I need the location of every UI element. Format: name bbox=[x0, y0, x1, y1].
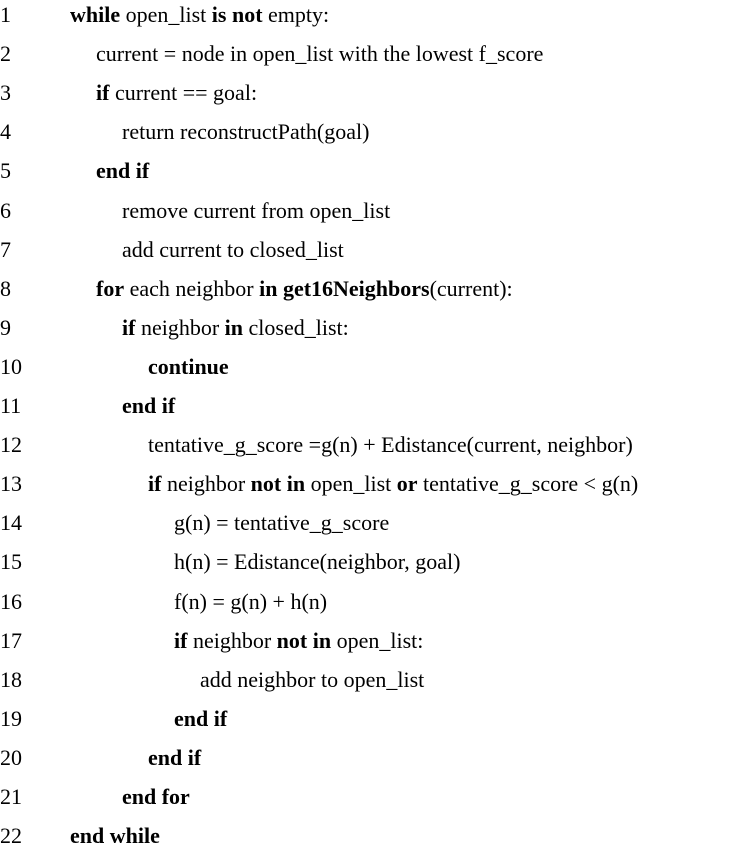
code-line bbox=[0, 430, 732, 469]
code-text: f(n) = g(n) + h(n) bbox=[174, 588, 328, 614]
code-text: closed_list: bbox=[243, 314, 349, 340]
code-line bbox=[0, 508, 732, 547]
code-line bbox=[0, 313, 732, 352]
code-text: tentative_g_score =g(n) + Edistance(current, neighbor) bbox=[148, 432, 633, 458]
line-number: 12 bbox=[0, 432, 22, 458]
line-code bbox=[122, 117, 369, 147]
line-code bbox=[174, 704, 227, 734]
line-number: 5 bbox=[0, 158, 11, 184]
keyword: if bbox=[174, 627, 188, 653]
line-code bbox=[200, 665, 424, 695]
code-line bbox=[0, 274, 732, 313]
code-text: return reconstructPath(goal) bbox=[122, 119, 370, 145]
line-code bbox=[148, 430, 633, 460]
code-text: each neighbor bbox=[124, 275, 260, 301]
code-text: current == goal: bbox=[109, 80, 258, 106]
line-code bbox=[122, 391, 175, 421]
keyword: end for bbox=[122, 784, 190, 809]
line-code bbox=[70, 821, 160, 851]
line-number: 4 bbox=[0, 119, 11, 145]
code-line bbox=[0, 156, 732, 195]
line-number: 18 bbox=[0, 666, 22, 692]
code-text: add current to closed_list bbox=[122, 236, 344, 262]
code-text: open_list: bbox=[331, 627, 424, 653]
keyword: continue bbox=[148, 353, 229, 379]
code-line bbox=[0, 782, 732, 821]
code-line bbox=[0, 547, 732, 586]
code-line bbox=[0, 352, 732, 391]
code-text: remove current from open_list bbox=[122, 197, 391, 223]
line-code bbox=[148, 743, 201, 773]
line-code bbox=[96, 39, 543, 69]
keyword: not in bbox=[250, 471, 306, 497]
code-line bbox=[0, 469, 732, 508]
keyword: for bbox=[96, 275, 125, 301]
line-code bbox=[122, 235, 344, 265]
code-line bbox=[0, 196, 732, 235]
code-text: neighbor bbox=[161, 471, 251, 497]
keyword: if bbox=[148, 471, 162, 497]
line-number: 1 bbox=[0, 2, 11, 27]
line-number: 6 bbox=[0, 197, 11, 223]
line-number: 21 bbox=[0, 784, 22, 809]
code-line bbox=[0, 39, 732, 78]
line-code bbox=[122, 782, 190, 812]
line-number: 7 bbox=[0, 236, 11, 262]
line-code bbox=[122, 196, 390, 226]
code-line bbox=[0, 704, 732, 743]
code-line bbox=[0, 626, 732, 665]
keyword: or bbox=[396, 471, 418, 497]
line-code bbox=[96, 78, 257, 108]
code-line bbox=[0, 821, 732, 860]
keyword: end if bbox=[174, 705, 228, 731]
line-code bbox=[148, 352, 229, 382]
keyword: in get16Neighbors bbox=[259, 275, 430, 301]
keyword: end if bbox=[148, 744, 202, 770]
code-line bbox=[0, 743, 732, 782]
line-number: 17 bbox=[0, 627, 22, 653]
keyword: while bbox=[70, 2, 121, 27]
keyword: if bbox=[122, 314, 136, 340]
code-text: add neighbor to open_list bbox=[200, 666, 425, 692]
code-line bbox=[0, 391, 732, 430]
code-text: (current): bbox=[429, 275, 513, 301]
code-text: h(n) = Edistance(neighbor, goal) bbox=[174, 549, 461, 575]
line-code bbox=[174, 626, 423, 656]
line-number: 10 bbox=[0, 353, 22, 379]
code-line bbox=[0, 78, 732, 117]
line-code bbox=[174, 587, 327, 617]
code-text: neighbor bbox=[187, 627, 277, 653]
line-code bbox=[70, 0, 329, 30]
code-text: open_list bbox=[305, 471, 397, 497]
line-code bbox=[174, 547, 460, 577]
line-number: 19 bbox=[0, 705, 22, 731]
code-text: neighbor bbox=[135, 314, 225, 340]
code-line bbox=[0, 587, 732, 626]
line-number: 9 bbox=[0, 314, 11, 340]
line-number: 16 bbox=[0, 588, 22, 614]
line-code bbox=[96, 156, 149, 186]
code-text: g(n) = tentative_g_score bbox=[174, 510, 390, 536]
line-code bbox=[122, 313, 349, 343]
code-text: open_list bbox=[120, 2, 212, 27]
line-number: 11 bbox=[0, 393, 22, 418]
line-code bbox=[174, 508, 389, 538]
keyword: end if bbox=[96, 158, 150, 184]
code-line bbox=[0, 665, 732, 704]
line-code bbox=[96, 274, 513, 304]
line-number: 2 bbox=[0, 41, 11, 67]
code-line bbox=[0, 117, 732, 156]
code-text: empty: bbox=[262, 2, 330, 27]
line-number: 13 bbox=[0, 471, 22, 497]
line-number: 3 bbox=[0, 80, 11, 106]
line-number: 20 bbox=[0, 744, 22, 770]
line-number: 22 bbox=[0, 823, 22, 849]
keyword: is not bbox=[211, 2, 263, 27]
keyword: end if bbox=[122, 393, 176, 418]
keyword: not in bbox=[276, 627, 332, 653]
keyword: end while bbox=[70, 823, 160, 849]
code-text: tentative_g_score < g(n) bbox=[417, 471, 639, 497]
code-line bbox=[0, 0, 732, 39]
line-number: 14 bbox=[0, 510, 22, 536]
line-number: 8 bbox=[0, 275, 11, 301]
code-text: current = node in open_list with the lowest f_score bbox=[96, 41, 544, 67]
line-code bbox=[148, 469, 638, 499]
code-line bbox=[0, 235, 732, 274]
keyword: if bbox=[96, 80, 110, 106]
line-number: 15 bbox=[0, 549, 22, 575]
keyword: in bbox=[224, 314, 244, 340]
